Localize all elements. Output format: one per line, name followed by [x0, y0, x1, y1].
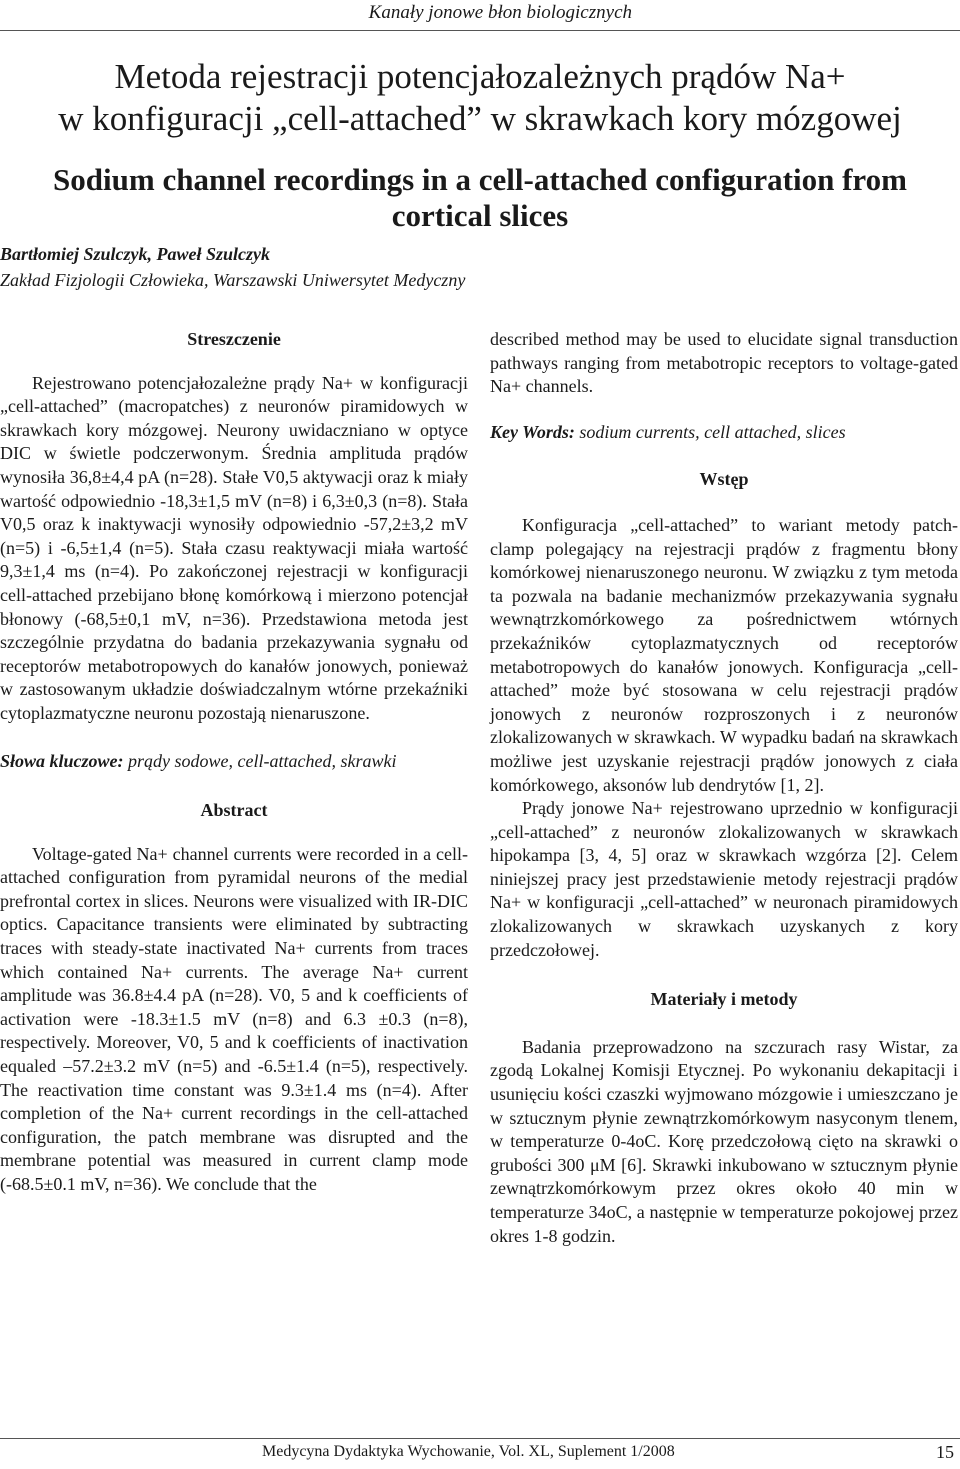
title-english	[0, 162, 960, 234]
key-words	[490, 421, 958, 445]
slowa-kluczowe-text: prądy sodowe, cell-attached, skrawki	[128, 750, 397, 771]
title-english-line2: cortical slices	[391, 198, 569, 233]
affiliation: Zakład Fizjologii Człowieka, Warszawski Uniwersytet Medyczny	[0, 270, 466, 290]
footer-journal: Medycyna Dydaktyka Wychowanie, Vol. XL, Suplement 1/2008	[262, 1443, 675, 1460]
key-words-label: Key Words:	[490, 421, 575, 442]
spacer	[0, 726, 468, 750]
abstract-continued: described method may be used to elucidate signal transduction pathways ranging from metabotropic receptors to voltage-gated Na+ channels.	[490, 329, 958, 397]
left-column	[0, 328, 468, 1197]
title-polish-line2: w konfiguracji „cell-attached” w skrawkach kory mózgowej	[58, 99, 902, 138]
abstract-text: Voltage-gated Na+ channel currents were recorded in a cell-attached configuration from pyramidal neurons of the medial prefrontal cortex in slices. Neurons were visualized with IR-DIC optics. Capacitance transients were eliminated by subtracting traces with steady-state inactivated Na+ currents from traces which contained Na+ currents. The average Na+ current amplitude was 36.8±4.4 pA (n=28). V0, 5 and k coefficients of activation were -18.3±1.5 mV (n=8) and 6.3 ±0.3 (n=8), respectively. Moreover, V0, 5 and k coefficients of inactivation equaled –57.2±3.2 mV (n=5) and -6.5±1.4 (n=5), respectively. The reactivation time constant was 9.3±1.4 ms (n=4). After completion of the Na+ current recordings in the cell-attached configuration, the patch membrane was disrupted and the membrane potential was measured in current clamp mode (-68.5±0.1 mV, n=36). We conclude that the	[0, 843, 468, 1194]
spacer	[0, 823, 468, 843]
streszczenie-text: Rejestrowano potencjałozależne prądy Na+ w konfiguracji „cell-attached” (macropatches) z neuronów piramidowych w skrawkach kory mózgowej. Neurony uwidaczniano w optyce DIC w świetle podczerwonym. Średnia amplituda prądów wynosiła 36,8±4,4 pA (n=28). Stałe V0,5 aktywacji oraz k miały wartość odpowiednio -18,3±1,5 mV (n=8) i 6,3±0,3 (n=8). Stała V0,5 oraz k inaktywacji wynosiły odpowiednio -57,2±3,2 mV (n=5) i -6,5±1,4 (n=5). Stała czasu reaktywacji miała wartość 9,3±1,4 ms (n=4). Po zakończonej rejestracji w konfiguracji cell-attached przebijano błonę komórkową i mierzono potencjał błonowy (-68,5±0,1 mV, n=36). Przedstawiona metoda jest szczególnie przydatna do badania przekazywania sygnału od receptorów metabotropowych do kanałów jonowych, ponieważ w zastosowanym układzie doświadczalnym wtórne przekaźniki cytoplazmatyczne neuronu pozostają nienaruszone.	[0, 372, 468, 723]
running-header: Kanały jonowe błon biologicznych	[368, 2, 632, 23]
materialy-heading: Materiały i metody	[650, 989, 798, 1010]
slowa-kluczowe-label: Słowa kluczowe:	[0, 750, 124, 771]
slowa-kluczowe	[0, 750, 468, 774]
spacer	[490, 399, 958, 421]
spacer	[0, 352, 468, 372]
title-polish	[0, 56, 960, 140]
streszczenie-heading: Streszczenie	[187, 329, 281, 349]
abstract-heading: Abstract	[200, 800, 268, 821]
key-words-text: sodium currents, cell attached, slices	[579, 421, 846, 442]
spacer	[490, 1012, 958, 1036]
header-rule	[0, 30, 960, 31]
wstep-paragraph-1: Konfiguracja „cell-attached” to wariant metody patch-clamp polegający na rejestracji prądów z fragmentu błony komórkowej nienaruszonego neuronu. W związku z tym metoda ta pozwala na badanie mechanizmów przekazywania sygnału wewnątrzkomórkowego za pośrednictwem wtórnych przekaźników cytoplazmatycznych od receptorów metabotropowych do kanałów jonowych. Konfiguracja „cell-attached” może być stosowana w celu rejestracji prądów jonowych z neuronów rozproszonych i z neuronów zlokalizowanych w skrawkach. W wypadku badań na skrawkach możliwe jest uzyskanie rejestracji prądów jonowych z ciała komórkowego, aksonów lub dendrytów [1, 2].	[490, 514, 958, 795]
page-number: 15	[936, 1442, 954, 1462]
title-english-line1: Sodium channel recordings in a cell-attached configuration from	[53, 162, 907, 197]
materialy-paragraph-1: Badania przeprowadzono na szczurach rasy Wistar, za zgodą Lokalnej Komisji Etycznej. Po wykonaniu dekapitacji i usunięciu kości czaszki wyjmowano mózgowie i umieszczano je w sztucznym płynie zewnątrzkomórkowym nasyconym tlenem, w temperaturze 0-4oC. Korę przedczołową cięto na skrawki o grubości 300 μM [6]. Skrawki inkubowano w sztucznym płynie zewnątrzkomórkowym przez okres około 40 min w temperaturze 34oC, a następnie w temperaturze pokojowej przez okres 1-8 godzin.	[490, 1036, 958, 1246]
spacer	[490, 444, 958, 468]
footer-rule	[0, 1438, 960, 1439]
spacer	[490, 492, 958, 514]
title-polish-line1: Metoda rejestracji potencjałozależnych prądów Na+	[114, 57, 846, 96]
spacer	[0, 773, 468, 799]
spacer	[490, 962, 958, 988]
wstep-heading: Wstęp	[699, 469, 749, 490]
right-column	[490, 328, 958, 1248]
authors: Bartłomiej Szulczyk, Paweł Szulczyk	[0, 244, 271, 264]
wstep-paragraph-2: Prądy jonowe Na+ rejestrowano uprzednio w konfiguracji „cell-attached” z neuronów zlokalizowanych w skrawkach hipokampa [3, 4, 5] oraz w skrawkach wzgórza [2]. Celem niniejszej pracy jest przedstawienie metody rejestracji prądów Na+ w konfiguracji „cell-attached” w neuronach piramidowych zlokalizowanych w skrawkach uzyskanych z kory przedczołowej.	[490, 798, 958, 960]
